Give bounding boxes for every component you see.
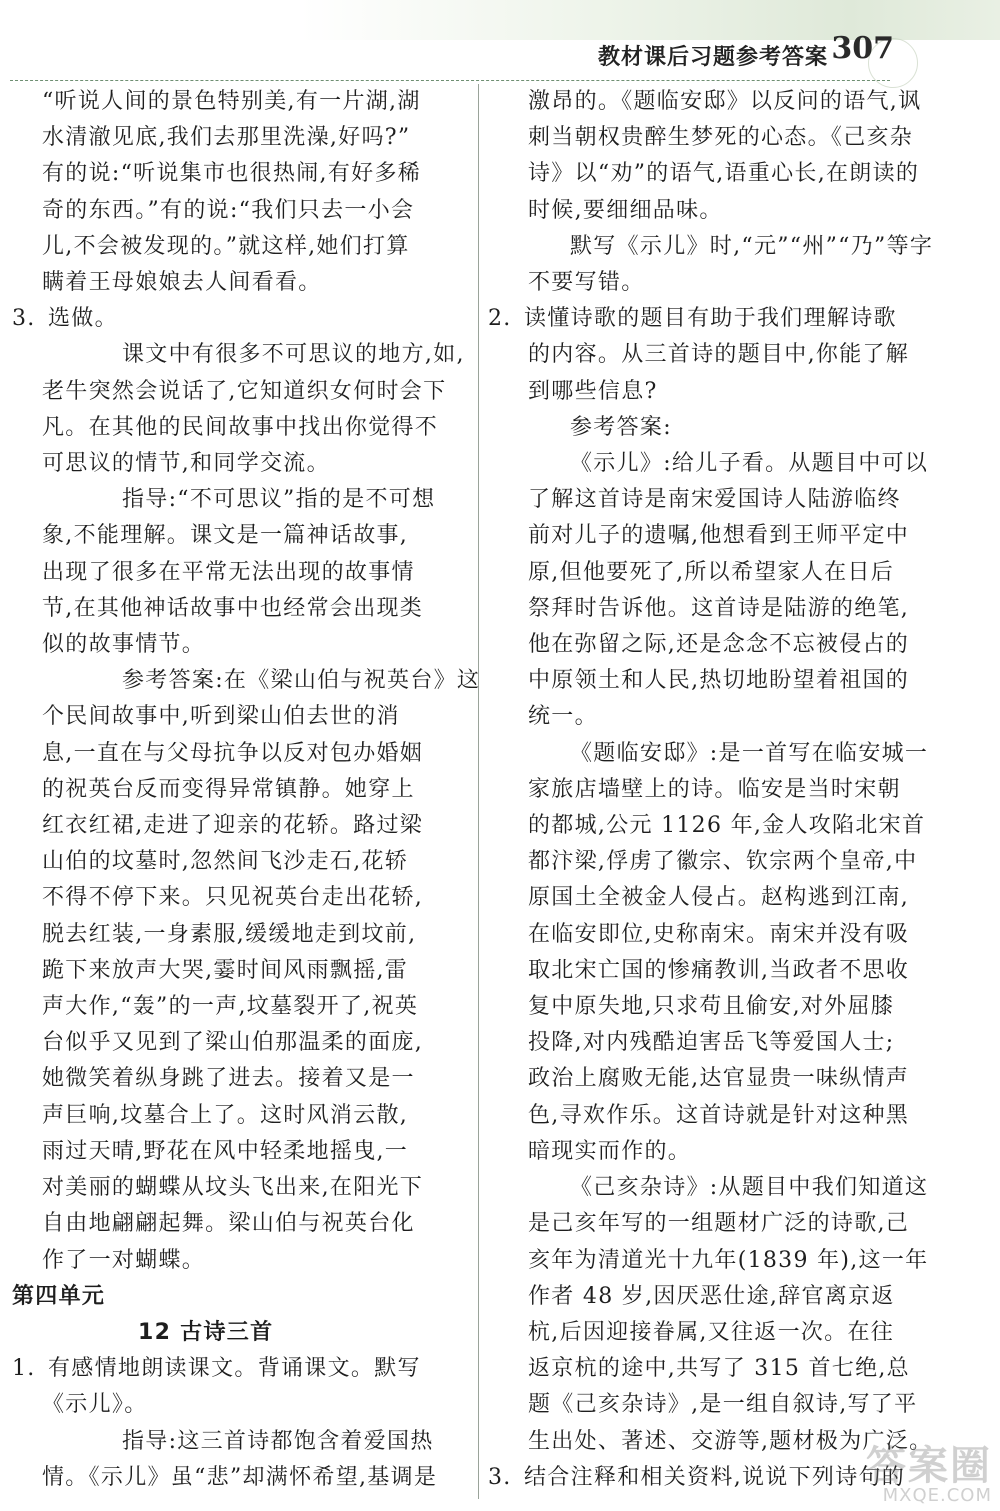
text-line: 政治上腐败无能,达官显贵一味纵情声 bbox=[528, 1066, 910, 1092]
text-line: 自由地翩翩起舞。梁山伯与祝英台化 bbox=[42, 1211, 415, 1237]
text-line: 到哪些信息? bbox=[528, 378, 658, 404]
text-line: 在临安即位,史称南宋。南宋并没有吸 bbox=[528, 921, 910, 947]
text-line: 不要写错。 bbox=[528, 270, 645, 296]
text-line: 脱去红装,一身素服,缓缓地走到坟前, bbox=[42, 921, 417, 947]
question-1-line bbox=[12, 1351, 466, 1387]
text-line: 作了一对蝴蝶。 bbox=[42, 1247, 206, 1273]
text-line: 雨过天晴,野花在风中轻柔地摇曳,一 bbox=[42, 1138, 409, 1164]
text-line: 色,寻欢作乐。这首诗就是针对这种黑 bbox=[528, 1102, 910, 1128]
header-divider bbox=[10, 80, 890, 81]
text-line: 前对儿子的遗嘱,他想看到王师平定中 bbox=[528, 523, 910, 549]
question-3-line bbox=[12, 301, 466, 337]
text-line: 不得不停下来。只见祝英台走出花轿, bbox=[42, 885, 424, 911]
watermark-logo-text: 答案圈 bbox=[866, 1442, 992, 1489]
text-line: 亥年为清道光十九年(1839 年),这一年 bbox=[528, 1247, 929, 1273]
text-line: 杭,后因迎接眷属,又往返一次。在往 bbox=[528, 1319, 895, 1345]
text-line: 刺当朝权贵醉生梦死的心态。《己亥杂 bbox=[528, 125, 914, 151]
text-line: 可思议的情节,和同学交流。 bbox=[42, 451, 330, 477]
text-line: 跪下来放声大哭,霎时间风雨飘摇,雷 bbox=[42, 957, 409, 983]
text-line: 参考答案:在《梁山伯与祝英台》这 bbox=[122, 668, 481, 694]
text-line: 《题临安邸》:是一首写在临安城一 bbox=[570, 740, 929, 766]
text-line: 统一。 bbox=[528, 704, 598, 730]
text-line: 时候,要细细品味。 bbox=[528, 197, 723, 223]
text-line: 祭拜时告诉他。这首诗是陆游的绝笔, bbox=[528, 595, 910, 621]
text-line: 声巨响,坟墓合上了。这时风消云散, bbox=[42, 1102, 409, 1128]
text-line: 似的故事情节。 bbox=[42, 632, 206, 658]
text-line: 的都城,公元 1126 年,金人攻陷北宋首 bbox=[528, 813, 926, 839]
text-line: 投降,对内残酷迫害岳飞等爱国人士; bbox=[528, 1030, 895, 1056]
text-line: 都汴梁,俘虏了徽宗、钦宗两个皇帝,中 bbox=[528, 849, 918, 875]
text-line: 情。《示儿》虽“悲”却满怀希望,基调是 bbox=[42, 1464, 438, 1490]
text-line: 的祝英台反而变得异常镇静。她穿上 bbox=[42, 776, 415, 802]
text-line: “听说人间的景色特别美,有一片湖,湖 bbox=[42, 89, 421, 114]
question-text: 有感情地朗读课文。背诵课文。默写 bbox=[48, 1356, 421, 1382]
text-line: 原国土全被金人侵占。赵构逃到江南, bbox=[528, 885, 910, 911]
column-divider bbox=[478, 84, 479, 1499]
text-line: 老牛突然会说话了,它知道织女何时会下 bbox=[42, 378, 447, 404]
text-line: 诗》以“劝”的语气,语重心长,在朗读的 bbox=[528, 161, 920, 187]
text-line: 是己亥年写的一组题材广泛的诗歌,己 bbox=[528, 1211, 910, 1237]
text-line: 原,但他要死了,所以希望家人在日后 bbox=[528, 559, 895, 585]
text-line: 红衣红裙,走进了迎亲的花轿。路过梁 bbox=[42, 813, 424, 839]
text-line: 生出处、著述、交游等,题材极为广泛。 bbox=[528, 1428, 933, 1454]
text-line: 作者 48 岁,因厌恶仕途,辞官离京返 bbox=[528, 1283, 895, 1309]
text-line: 节,在其他神话故事中也经常会出现类 bbox=[42, 595, 424, 621]
text-line: 水清澈见底,我们去那里洗澡,好吗?” bbox=[42, 125, 411, 151]
question-number: 3. bbox=[488, 1464, 512, 1490]
text-line: 暗现实而作的。 bbox=[528, 1138, 692, 1164]
text-line: 声大作,“轰”的一声,坟墓裂开了,祝英 bbox=[42, 994, 419, 1020]
text-line: 个民间故事中,听到梁山伯去世的消 bbox=[42, 704, 400, 730]
site-watermark bbox=[792, 1442, 992, 1506]
text-line: 默写《示儿》时,“元”“州”“乃”等字 bbox=[570, 233, 934, 259]
text-line: 取北宋亡国的惨痛教训,当政者不思收 bbox=[528, 957, 910, 983]
text-line: 参考答案: bbox=[570, 414, 672, 440]
text-line: 《己亥杂诗》:从题目中我们知道这 bbox=[570, 1175, 929, 1201]
text-line: 息,一直在与父母抗争以反对包办婚姻 bbox=[42, 740, 424, 766]
text-line: 儿,不会被发现的。”就这样,她们打算 bbox=[42, 233, 410, 259]
text-line: 返京杭的途中,共写了 315 首七绝,总 bbox=[528, 1356, 910, 1382]
text-line: 复中原失地,只求苟且偷安,对外屈膝 bbox=[528, 994, 895, 1020]
unit-heading: 第四单元 bbox=[12, 1283, 106, 1309]
text-line: 象,不能理解。课文是一篇神话故事, bbox=[42, 523, 409, 549]
text-line: 对美丽的蝴蝶从坟头飞出来,在阳光下 bbox=[42, 1175, 424, 1201]
text-line: 激昂的。《题临安邸》以反问的语气,讽 bbox=[528, 89, 922, 114]
text-line: 有的说:“听说集市也很热闹,有好多稀 bbox=[42, 161, 422, 187]
text-line: 家旅店墙壁上的诗。临安是当时宋朝 bbox=[528, 776, 901, 802]
text-line: 的内容。从三首诗的题目中,你能了解 bbox=[528, 342, 910, 368]
text-line: 山伯的坟墓时,忽然间飞沙走石,花轿 bbox=[42, 849, 409, 875]
text-line: 瞒着王母娘娘去人间看看。 bbox=[42, 270, 322, 296]
left-column bbox=[12, 84, 481, 1496]
text-line: 台似乎又见到了梁山伯那温柔的面庞, bbox=[42, 1030, 424, 1056]
text-line: 题《己亥杂诗》,是一组自叙诗,写了平 bbox=[528, 1392, 918, 1418]
question-number: 1. bbox=[12, 1356, 36, 1382]
text-line: 他在弥留之际,还是念念不忘被侵占的 bbox=[528, 632, 910, 658]
text-line: 中原领土和人民,热切地盼望着祖国的 bbox=[528, 668, 910, 694]
text-line: 《示儿》:给儿子看。从题目中可以 bbox=[570, 451, 929, 477]
text-line: 《示儿》。 bbox=[42, 1392, 148, 1418]
question-text: 选做。 bbox=[48, 306, 118, 332]
lesson-title: 12 古诗三首 bbox=[138, 1319, 274, 1345]
question-number: 3. bbox=[12, 306, 36, 332]
watermark-url: MXQE.COM bbox=[882, 1485, 992, 1506]
text-line: 奇的东西。”有的说:“我们只去一小会 bbox=[42, 197, 415, 223]
text-line: 出现了很多在平常无法出现的故事情 bbox=[42, 559, 415, 585]
text-line: 课文中有很多不可思议的地方,如, bbox=[122, 342, 465, 368]
question-number: 2. bbox=[488, 306, 512, 332]
page-number: 307 bbox=[831, 31, 894, 66]
text-line: 指导:“不可思议”指的是不可想 bbox=[122, 487, 436, 513]
text-line: 她微笑着纵身跳了进去。接着又是一 bbox=[42, 1066, 415, 1092]
question-2-line bbox=[488, 301, 926, 337]
text-line: 了解这首诗是南宋爱国诗人陆游临终 bbox=[528, 487, 901, 513]
running-header-title: 教材课后习题参考答案 bbox=[597, 45, 828, 70]
text-line: 指导:这三首诗都饱含着爱国热 bbox=[122, 1428, 434, 1454]
question-text: 结合注释和相关资料,说说下列诗句的 bbox=[524, 1464, 906, 1490]
text-line: 凡。在其他的民间故事中找出你觉得不 bbox=[42, 414, 439, 440]
question-text: 读懂诗歌的题目有助于我们理解诗歌 bbox=[524, 306, 897, 332]
